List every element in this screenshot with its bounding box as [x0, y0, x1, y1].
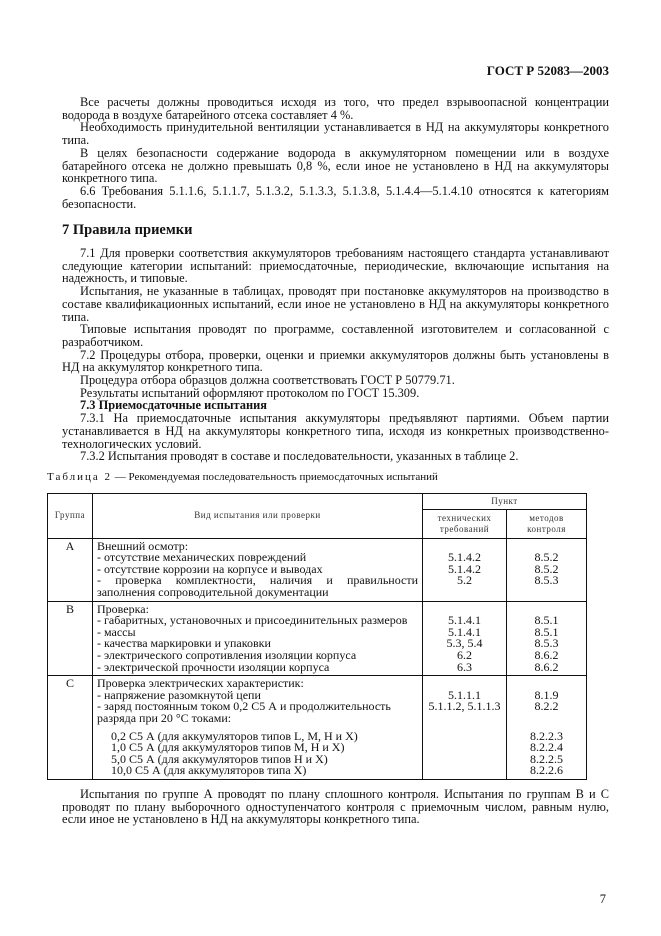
paragraph: Все расчеты должны проводиться исходя из того, что предел взрывоопасной концентрации водорода в воздухе батарейного отсека составляет 4 %. [62, 95, 609, 122]
value: 8.2.2.6 [530, 763, 563, 778]
value: 8.2.2.4 [530, 740, 563, 755]
line: Внешний осмотр: [97, 538, 189, 553]
value: 5.3, 5.4 [446, 636, 483, 651]
line: - качества маркировки и упаковки [97, 636, 271, 651]
line: - массы [97, 624, 136, 639]
paragraph: Результаты испытаний оформляют протоколом по ГОСТ 15.309. [80, 385, 420, 400]
methods-cell [507, 676, 587, 780]
line: - напряжение разомкнутой цепи [97, 687, 261, 702]
header-tech: технических требований [423, 509, 507, 538]
value: 8.5.3 [534, 636, 559, 651]
value: 8.5.2 [534, 550, 559, 565]
line: Проверка: [97, 601, 149, 616]
value: 5.1.1.2, 5.1.1.3 [428, 699, 501, 714]
paragraph: Испытания, не указанные в таблицах, проводят при постановке аккумуляторов на производство в составе квалификационных испытаний, если иное не установлено в НД на аккумуляторы конкретного типа. [62, 284, 609, 324]
value: 8.2.2.5 [530, 751, 563, 766]
caption-label: Таблица 2 [47, 470, 113, 483]
table-caption [47, 471, 609, 484]
paragraph: Типовые испытания проводят по программе, составленной изготовителем и согласованной с разработчиком. [62, 322, 609, 349]
line: 0,2 C5 А (для аккумуляторов типов L, M, H и X) [111, 728, 358, 743]
value: 8.2.2 [534, 699, 559, 714]
paragraph: В целях безопасности содержание водорода в аккумуляторном помещении или в воздухе батарейного отсека не должно превышать 0,8 %, если иное не установлено в НД на аккумуляторы конкретного типа. [62, 145, 609, 186]
paragraph: 7.3.2 Испытания проводят в составе и последовательности, указанных в таблице 2. [80, 449, 519, 464]
paragraph: 7.3.1 На приемосдаточные испытания аккумуляторы предъявляют партиями. Объем партии устанавливается в НД на аккумуляторы конкретного типа, исходя из конкретных производственно-технологических условий. [62, 411, 609, 451]
kind-cell [93, 676, 423, 780]
value: 5.2 [457, 573, 472, 588]
value: 8.6.2 [534, 659, 559, 674]
methods-cell [507, 601, 587, 676]
table-row-group-c [48, 676, 587, 780]
value: 5.1.4.2 [448, 550, 481, 565]
value: 5.1.4.2 [448, 561, 481, 576]
kind-cell [93, 538, 423, 601]
line: - электрической прочности изоляции корпуса [97, 659, 330, 674]
header-point: Пункт [423, 493, 587, 509]
page-number: 7 [599, 892, 606, 906]
value: 8.6.2 [534, 648, 559, 663]
value: 6.3 [457, 659, 472, 674]
table-row-group-a [48, 538, 587, 601]
header-group: Группа [48, 493, 93, 538]
paragraph: Процедура отбора образцов должна соответствовать ГОСТ Р 50779.71. [80, 373, 455, 388]
page-body [47, 95, 609, 827]
line: - отсутствие коррозии на корпусе и выводах [97, 561, 323, 576]
line: 10,0 C5 А (для аккумуляторов типа X) [111, 763, 307, 778]
paragraph: 7.1 Для проверки соответствия аккумуляторов требованиям настоящего стандарта устанавливают следующие категории испытаний: приемосдаточные, периодические, включающие испытания на надежность, и типовые. [62, 246, 609, 286]
value: 5.1.4.1 [448, 613, 481, 628]
value: 5.1.4.1 [448, 624, 481, 639]
document-header: ГОСТ Р 52083—2003 [486, 63, 609, 78]
line: Проверка электрических характеристик: [97, 676, 304, 691]
table-row-group-b [48, 601, 587, 676]
line: - габаритных, установочных и присоединительных размеров [97, 613, 408, 628]
table-header-row [48, 493, 587, 509]
kind-cell [93, 601, 423, 676]
paragraph: Испытания по группе А проводят по плану сплошного контроля. Испытания по группам В и С проводят по плану выборочного одноступенчатого контроля с приемочным числом, равным нулю, если иное не установлено в НД на аккумуляторы конкретного типа. [62, 786, 609, 827]
line: - заряд постоянным током 0,2 C5 А и продолжительность разряда при 20 °С токами: [97, 699, 391, 725]
value: 6.2 [457, 648, 472, 663]
header-kind: Вид испытания или проверки [93, 493, 423, 538]
line: - отсутствие механических повреждений [97, 550, 307, 565]
value: 5.1.1.1 [448, 687, 481, 702]
group-cell: А [48, 538, 93, 601]
group-cell: С [48, 676, 93, 780]
header-methods: методов контроля [507, 509, 587, 538]
caption-text: — Рекомендуемая последовательность приемосдаточных испытаний [112, 470, 438, 483]
section-title: 7 Правила приемки [62, 222, 193, 239]
value: 8.1.9 [534, 687, 559, 702]
paragraph: 6.6 Требования 5.1.1.6, 5.1.1.7, 5.1.3.2, 5.1.3.3, 5.1.3.8, 5.1.4.4—5.1.4.10 относятся к категориям безопасности. [62, 183, 609, 211]
line: 5,0 C5 А (для аккумуляторов типов H и X) [111, 751, 328, 766]
value: 8.5.2 [534, 561, 559, 576]
line: 1,0 C5 А (для аккумуляторов типов M, H и X) [111, 740, 345, 755]
tech-cell [423, 601, 507, 676]
tech-cell [423, 676, 507, 780]
tech-cell [423, 538, 507, 601]
value: 8.5.1 [534, 624, 559, 639]
subsection-title: 7.3 Приемосдаточные испытания [80, 398, 267, 413]
acceptance-tests-table [47, 493, 587, 780]
paragraph: Необходимость принудительной вентиляции устанавливается в НД на аккумуляторы конкретного типа. [62, 120, 609, 148]
value: 8.2.2.3 [530, 728, 563, 743]
line: - проверка комплектности, наличия и правильности заполнения сопроводительной документации [97, 573, 418, 600]
methods-cell [507, 538, 587, 601]
value: 8.5.1 [534, 613, 559, 628]
value: 8.5.3 [534, 573, 559, 588]
paragraph: 7.2 Процедуры отбора, проверки, оценки и приемки аккумуляторов должны быть установлены в НД на аккумулятор конкретного типа. [62, 347, 609, 375]
line: - электрического сопротивления изоляции корпуса [97, 648, 357, 663]
group-cell: В [48, 601, 93, 676]
